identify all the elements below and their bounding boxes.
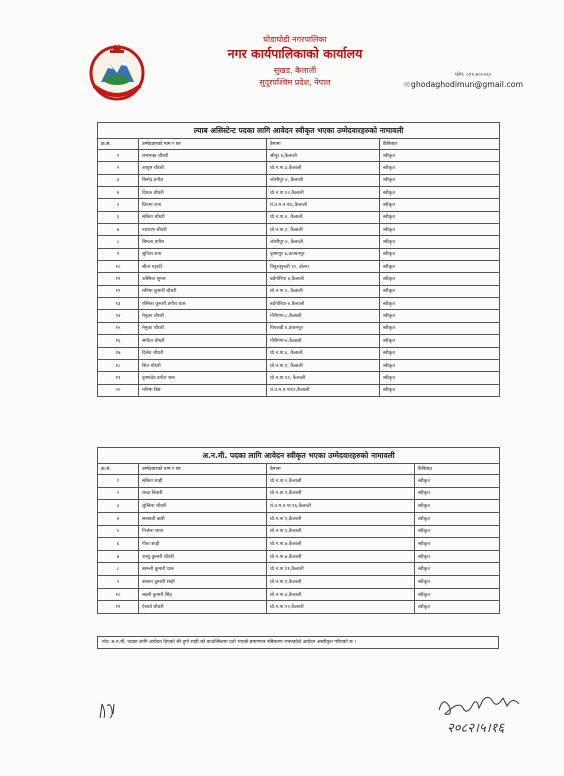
table-row <box>98 512 500 525</box>
signature-date: २०८२।५।१६ <box>447 721 505 736</box>
cell-remarks: स्वीकृत <box>380 372 500 384</box>
cell-address: जोशीपुर ४, कैलाली <box>267 174 380 186</box>
cell-sn: ८ <box>98 563 139 576</box>
cell-sn: ९ <box>98 576 139 589</box>
nepal-emblem-logo <box>88 42 146 104</box>
cell-name: बसन्ती कुमारी थारु <box>139 563 267 576</box>
anm-table <box>97 447 500 614</box>
col-header-address: ठेगाना <box>267 464 415 475</box>
table-row <box>98 224 500 236</box>
cell-sn: १७ <box>98 347 139 359</box>
cell-remarks: स्वीकृत <box>415 475 500 488</box>
cell-address: घो.न.पा.१,कैलाली <box>267 576 415 589</box>
table-row <box>98 335 500 347</box>
table-row <box>98 162 500 174</box>
cell-name: रश्मिता कुमारी डगौरा थारु <box>139 298 267 310</box>
cell-sn: २ <box>98 162 139 174</box>
cell-sn: ८ <box>98 236 139 248</box>
cell-name: मनिषा कुमारी चौधरी <box>139 285 267 297</box>
table-row <box>98 525 500 538</box>
cell-address: घो.न.पा.७,कैलाली <box>267 550 415 563</box>
note-text: नोटः अ.न.मी. पदका लागि आवेदन दिएको श्री दुर्गा शाही को काउन्सिलमा दर्ता भएको प्रमाणपत्र नबिकरण नभएकोले आवेदन अस्वीकृत गरिएको छ । <box>97 636 499 649</box>
cell-address: घो.न.पा.२,कैलाली <box>267 487 415 500</box>
cell-sn: १ <box>98 150 139 162</box>
cell-address: बर्दगोरिया-४,कैलाली <box>267 298 380 310</box>
cell-name: गीता शाही <box>139 538 267 551</box>
table-row <box>98 273 500 285</box>
cell-address: श्रीपुर ४,कैलाली <box>267 150 380 162</box>
table-row <box>98 576 500 589</box>
cell-address: घो.न.पा.४, कैलाली <box>267 211 380 223</box>
cell-remarks: स्वीकृत <box>415 601 500 614</box>
cell-sn: १ <box>98 475 139 488</box>
cell-sn: ११ <box>98 273 139 285</box>
cell-name: मेनुका चौधरी <box>139 310 267 322</box>
cell-sn: १० <box>98 588 139 601</box>
phone-number: फोन: ०९१-४०००६९ <box>455 72 492 78</box>
cell-sn: ७ <box>98 224 139 236</box>
table-row <box>98 248 500 260</box>
cell-name: सबिना चौधरी <box>139 211 267 223</box>
cell-name: लक्ष्मी कुमारी सिंह <box>139 588 267 601</box>
cell-remarks: स्वीकृत <box>380 236 500 248</box>
cell-remarks: स्वीकृत <box>380 248 500 260</box>
cell-address: घो.न.पा.३,कैलाली <box>267 162 380 174</box>
cell-name: सुनिता राना <box>139 248 267 260</box>
cell-address: घो.न.पा.६, कैलाली <box>267 347 380 359</box>
cell-sn: १५ <box>98 322 139 334</box>
cell-name: संगीता चौधरी <box>139 335 267 347</box>
cell-sn: ६ <box>98 211 139 223</box>
cell-remarks: स्वीकृत <box>415 487 500 500</box>
initial-signature <box>96 698 118 722</box>
cell-remarks: स्वीकृत <box>415 512 500 525</box>
col-header-name: उम्मेदवारको नाम र थर <box>139 139 267 150</box>
cell-remarks: स्वीकृत <box>380 150 500 162</box>
email-icon: ✉ <box>404 81 410 89</box>
table-row <box>98 588 500 601</box>
cell-remarks: स्वीकृत <box>415 550 500 563</box>
cell-name: दिनेश चौधरी <box>139 347 267 359</box>
cell-address: बर्दगोरिया ४,कैलाली <box>267 273 380 285</box>
cell-remarks: स्वीकृत <box>380 322 500 334</box>
table-row <box>98 187 500 199</box>
cell-name: ऐश्वर्य चौधरी <box>139 601 267 614</box>
cell-address: कृष्णपुर ७,कञ्चनपुर <box>267 248 380 260</box>
cell-remarks: स्वीकृत <box>380 211 500 223</box>
email-line <box>404 80 523 89</box>
table-row <box>98 310 500 322</box>
cell-address: घो.न.पा.१, कैलाली <box>267 359 380 371</box>
cell-name: मेनुका चौधरी <box>139 322 267 334</box>
cell-remarks: स्वीकृत <box>415 500 500 513</box>
cell-sn: ११ <box>98 601 139 614</box>
col-header-remarks: कैफियत <box>415 464 500 475</box>
table-row <box>98 500 500 513</box>
cell-address: घो.न.पा.१२, कैलाली <box>267 372 380 384</box>
cell-name: आयुष चौधरी <box>139 162 267 174</box>
table-row <box>98 538 500 551</box>
cell-sn: १३ <box>98 298 139 310</box>
cell-name: सीता पहाडी <box>139 261 267 273</box>
table-row <box>98 236 500 248</box>
cell-address: त्रिपुरासुन्दरी १०, डोल्पा <box>267 261 380 273</box>
table-row <box>98 550 500 563</box>
cell-name: लुम्बिना चौधरी <box>139 500 267 513</box>
cell-address: धं.उ.म.न.पा१२,कैलाली <box>267 384 380 396</box>
cell-name: सबिना शाही <box>139 475 267 488</box>
cell-sn: ३ <box>98 500 139 513</box>
cell-remarks: स्वीकृत <box>380 384 500 396</box>
cell-remarks: स्वीकृत <box>380 174 500 186</box>
cell-name: प्रिज्मा राना <box>139 199 267 211</box>
col-header-remarks: कैफियत <box>380 139 500 150</box>
cell-remarks: स्वीकृत <box>380 298 500 310</box>
cell-remarks: स्वीकृत <box>415 538 500 551</box>
cell-sn: २ <box>98 487 139 500</box>
table-row <box>98 563 500 576</box>
cell-remarks: स्वीकृत <box>380 162 500 174</box>
cell-sn: १६ <box>98 335 139 347</box>
table-row <box>98 601 500 614</box>
cell-sn: २० <box>98 384 139 396</box>
email-address: ghodaghodimun@gmail.com <box>410 80 524 89</box>
cell-name: मनिषा बिष्ट <box>139 384 267 396</box>
cell-sn: ५ <box>98 525 139 538</box>
cell-sn: ५ <box>98 199 139 211</box>
cell-remarks: स्वीकृत <box>380 199 500 211</box>
cell-remarks: स्वीकृत <box>380 285 500 297</box>
cell-remarks: स्वीकृत <box>380 224 500 236</box>
cell-name: अस्मिता सुनार <box>139 273 267 285</box>
cell-address: घो.न.पा.७,कैलाली <box>267 538 415 551</box>
cell-remarks: स्वीकृत <box>380 359 500 371</box>
handwritten-signature-date <box>433 690 533 738</box>
cell-address: घो.न.पा.१२,कैलाली <box>267 601 415 614</box>
table-row <box>98 261 500 273</box>
cell-sn: ९ <box>98 248 139 260</box>
cell-address: पिपलडी ४,कंचनपुर <box>267 322 380 334</box>
municipality-name: घोडाघोडी नगरपालिका <box>263 35 327 44</box>
table-row <box>98 475 500 488</box>
table-title: अ.न.मी. पदका लागि आवेदन स्वीकृत भएका उम्मेदवारहरुको नामावली <box>98 448 500 464</box>
table-title: ल्याब असिस्टेन्ट पदका लागि आवेदन स्वीकृत भएका उम्मेदवारहरुको नामावली <box>98 123 500 139</box>
cell-sn: ४ <box>98 512 139 525</box>
col-header-address: ठेगाना <box>267 139 380 150</box>
cell-name: निर्जला थापा <box>139 525 267 538</box>
cell-sn: ४ <box>98 187 139 199</box>
cell-address: घो.न.पा.२,कैलाली <box>267 475 415 488</box>
cell-address: घो.न.पा.४,कैलाली <box>267 588 415 601</box>
letterhead <box>150 34 440 88</box>
cell-address: घो.न.पा.१,कैलाली <box>267 512 415 525</box>
cell-sn: ६ <box>98 538 139 551</box>
table-row <box>98 487 500 500</box>
cell-name: नारायण चौधरी <box>139 224 267 236</box>
cell-address: धं.उ.म.न.पा.१६,कैलाली <box>267 500 415 513</box>
cell-sn: ३ <box>98 174 139 186</box>
cell-remarks: स्वीकृत <box>415 563 500 576</box>
table-row <box>98 298 500 310</box>
cell-remarks: स्वीकृत <box>380 347 500 359</box>
cell-name: दिपक चौधरी <box>139 187 267 199</box>
table-row <box>98 359 500 371</box>
col-header-sn: क्र.सं. <box>98 464 139 475</box>
cell-sn: ७ <box>98 550 139 563</box>
office-name: नगर कार्यपालिकाको कार्यालय <box>227 46 363 61</box>
cell-sn: १९ <box>98 372 139 384</box>
office-place: सुखड, कैलाली <box>273 66 317 75</box>
table-row <box>98 199 500 211</box>
table-row <box>98 174 500 186</box>
cell-remarks: स्वीकृत <box>380 261 500 273</box>
cell-name: सरस्वती खत्री <box>139 512 267 525</box>
cell-name: कृष्णदेव डगौरा थारु <box>139 372 267 384</box>
cell-sn: १४ <box>98 310 139 322</box>
table-row <box>98 384 500 396</box>
cell-sn: १२ <box>98 285 139 297</box>
table-row <box>98 322 500 334</box>
cell-address: घो.न.पा.१२,कैलाली <box>267 187 380 199</box>
cell-remarks: स्वीकृत <box>380 273 500 285</box>
cell-remarks: स्वीकृत <box>415 576 500 589</box>
cell-remarks: स्वीकृत <box>380 187 500 199</box>
cell-name: रामभक्त चौधरी <box>139 150 267 162</box>
cell-name: बिनोद डगौरा <box>139 174 267 186</box>
cell-sn: १० <box>98 261 139 273</box>
cell-name: बिमला डगौरा <box>139 236 267 248</box>
cell-remarks: स्वीकृत <box>415 588 500 601</box>
cell-remarks: स्वीकृत <box>380 335 500 347</box>
cell-name: बासना कुमारी शाही <box>139 576 267 589</box>
cell-remarks: स्वीकृत <box>380 310 500 322</box>
col-header-name: उम्मेदवारको नाम र थर <box>139 464 267 475</box>
table-row <box>98 285 500 297</box>
cell-remarks: स्वीकृत <box>415 525 500 538</box>
table-row <box>98 211 500 223</box>
cell-name: आशु कुमारी चौधरी <box>139 550 267 563</box>
office-province: सुदूरपश्चिम प्रदेश, नेपाल <box>259 78 331 87</box>
cell-address: गौरीगंगा-४,कैलाली <box>267 335 380 347</box>
table-row <box>98 372 500 384</box>
cell-address: गौरीगंगा-८,कैलाली <box>267 310 380 322</box>
cell-sn: १८ <box>98 359 139 371</box>
cell-address: घो.न.पा.१,कैलाली <box>267 525 415 538</box>
cell-address: घो.न.पा.२, कैलाली <box>267 285 380 297</box>
table-row <box>98 150 500 162</box>
cell-address: घो.न.पा.११,कैलाली <box>267 563 415 576</box>
cell-name: चन्दा तिवारी <box>139 487 267 500</box>
cell-name: शिव चौधरी <box>139 359 267 371</box>
cell-address: धं.उ.म.न.पा८,कैलाली <box>267 199 380 211</box>
lab-assistant-table <box>97 122 500 397</box>
cell-address: घो.न.पा.२, कैलाली <box>267 224 380 236</box>
cell-address: जोशीपुर ४, कैलाली <box>267 236 380 248</box>
col-header-sn: क्र.सं. <box>98 139 139 150</box>
table-row <box>98 347 500 359</box>
